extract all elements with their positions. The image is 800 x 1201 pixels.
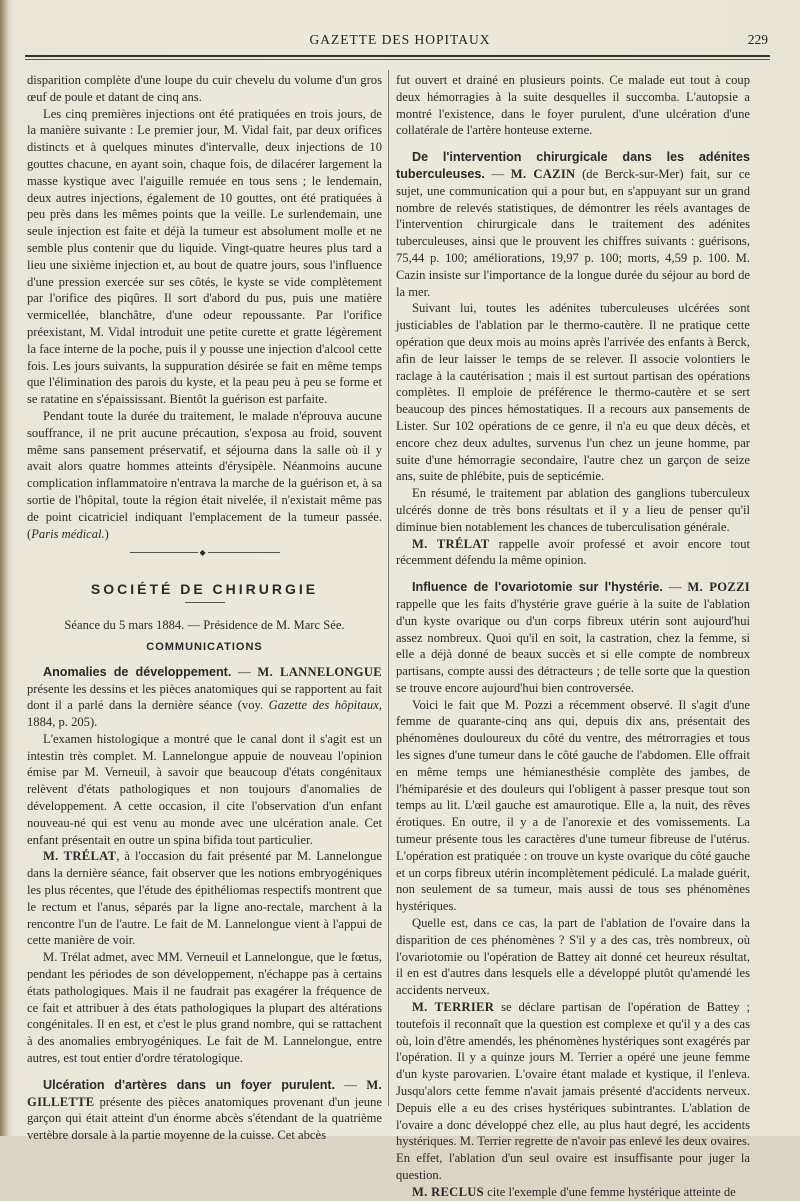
paragraph-text: présente des pièces anatomiques provenant d'un jeune garçon qui était atteint d'un énorme abcès s'étendant de la quatrième vertèbre dorsale à la partie moyenne de la cuisse. Cet abcès	[27, 1094, 382, 1143]
article-heading: Influence de l'ovariotomie sur l'hystérie.	[412, 580, 663, 595]
dash: —	[335, 1077, 367, 1092]
paragraph	[396, 149, 750, 300]
paragraph	[396, 1184, 750, 1201]
paragraph-text: , 1884, p. 205).	[27, 698, 382, 730]
paragraph-text: se déclare partisan de l'opération de Battey ; toutefois il reconnaît que la question est complexe et qu'il y a des cas où, loin d'être amendés, les phénomènes hystériques sont exagérés par l'opération. Il y a quinze jours M. Terrier a opéré une jeune femme d'un kyste parovarien. L'ovaire étant malade et kystique, il l'enleva. Jusqu'alors cette femme n'avait jamais présenté d'accidents nerveux. Depuis elle a eu des crises hystériques subintrantes. L'ablation de l'ovaire a donc développé chez elle, au plus haut degré, les accidents hystériques. M. Terrier regrette de n'avoir pas enlevé les deux ovaires. En effet, l'ablation d'un seul ovaire est insuffisante pour juger la question.	[396, 1000, 750, 1182]
running-head	[20, 32, 780, 54]
paragraph	[27, 1077, 382, 1144]
section-title: SOCIÉTÉ DE CHIRURGIE	[90, 581, 319, 598]
paragraph	[27, 848, 382, 949]
spacer	[396, 569, 750, 579]
dash: —	[662, 580, 688, 595]
ornament-divider	[130, 552, 280, 553]
article-heading: Anomalies de développement.	[43, 664, 232, 679]
speaker-name: M. RECLUS	[412, 1184, 484, 1199]
source-citation: Paris médical.	[31, 526, 105, 541]
paragraph: Voici le fait que M. Pozzi a récemment observé. Il s'agit d'une femme de quarante-cinq ans qui, depuis dix ans, présentait des phénomènes douloureux du côté du ventre, des métrorragies et tous les signes d'une tumeur dans le côté gauche de l'abdomen. Elle offrait en même temps une hémianesthésie complète des jambes, de l'hémiparésie et des douleurs qui l'obligent à passer presque tout son temps au lit. L'œil gauche est amaurotique. Elle a, la nuit, des rêves érotiques. En outre, il y a de l'anorexie et des vomissements. La tumeur présente tous les caractères d'une tumeur fibreuse de l'utérus. L'opération est pratiquée : on trouve un kyste ovarique du côté gauche et un corps fibreux utérin incomplètement pédiculé. La malade guérit, non seulement de sa tumeur, mais aussi de tous ses phénomènes hystériques.	[396, 697, 750, 914]
paragraph: L'examen histologique a montré que le canal dont il s'agit est un intestin très complet. M. Lannelongue appuie de nouveau l'opinion émise par M. Verneuil, à savoir que beaucoup d'états congénitaux relèvent d'états pathologiques et non toujours d'anomalies de développement. A cette occasion, il cite l'observation d'un enfant nouveau-né qui est venu au monde avec une ulcération anale. Cet enfant présentait en outre un spina bifida tout particulier.	[27, 731, 382, 847]
speaker-name: M. TRÉLAT	[412, 536, 490, 551]
paragraph: Suivant lui, toutes les adénites tuberculeuses ulcérées sont justiciables de l'ablation par le thermo-cautère. Il ne pratique cette opération que deux mois au moins après l'arrivée des enfants à Berck, afin de leur laisser le temps de se relever. Il associe volontiers le raclage à la cautérisation ; mais il est surtout partisan des opérations complètes. Il emploie de préférence le thermo-cautère et se sert beaucoup des pinces hémostatiques. Il a recours aux pansements de Lister. Sur 102 opérations de ce genre, il n'a eu que deux décès, et encore chez deux adultes, survenus l'un chez un jeune homme, par suite d'une hémorragie secondaire, l'autre chez un garçon de seize ans, suite de phlébite, puis de septicémie.	[396, 301, 750, 484]
paragraph-text: , à l'occasion du fait présenté par M. Lannelongue dans la dernière séance, fait observer que les notions embryogéniques les plus récentes, que l'étude des épithéliomas respectifs montrent que le rectum et l'anus, séparés par la ligne ano-rectale, marchent à la rencontre l'un de l'autre. Le fait de M. Lannelongue vient à l'appui de cette manière de voir.	[27, 849, 382, 948]
paragraph: Les cinq premières injections ont été pratiquées en trois jours, de la manière suivante : Le premier jour, M. Vidal fait, par deux orifices distincts et à quelques minutes d'intervalle, deux injections de 10 gouttes chacune, en ayant soin, chaque fois, de dilacérer largement la masse kystique avec l'aiguille remuée en tous sens ; le lendemain, deux autres injections, également de 10 gouttes, ont été pratiquées à peu près dans les mêmes points que la veille. Le surlendemain, une seule injection est faite et déjà la tumeur est absolument molle et ne semble plus contenir que du liquide. Vingt-quatre heures plus tard a lieu une sixième injection et, au bout de quatre jours, sous l'influence d'une pression exercée sur ses côtés, le kyste se vide complètement par l'orifice des piqûres. Il sort d'abord du pus, puis une matière vermicellée, blanchâtre, d'une odeur repoussante. Par l'orifice préexistant, M. Vidal introduit une petite curette et gratte légèrement la face interne de la poche, puis il y pousse une injection d'alcool cette fois. Les jours suivants, la suppuration désirée se fait en même temps que l'élimination des parois du kyste, et la peau peu à peu se forme et se ratatine en s'épaississant. Bientôt la guérison est parfaite.	[27, 106, 382, 407]
speaker-name: M. POZZI	[687, 580, 750, 595]
speaker-name: M. CAZIN	[510, 166, 576, 181]
paragraph	[396, 999, 750, 1184]
session-line: Séance du 5 mars 1884. — Présidence de M. Marc Sée.	[64, 618, 345, 633]
paragraph-text: (de Berck-sur-Mer) fait, sur ce sujet, une communication qui a pour but, en s'appuyant sur un grand nombre de relevés statistiques, de démontrer les réels avantages de l'intervention chirurgicale dans le traitement des adénites tuberculeuses, ainsi que le prouvent les chiffres suivants : guérisons, 75,44 p. 100; améliorations, 19,97 p. 100; morts, 4,59 p. 100. M. Cazin insiste sur l'importance de la longue durée du séjour au bord de la mer.	[396, 166, 750, 299]
paragraph	[27, 664, 382, 731]
header-rule-thin	[25, 59, 770, 60]
speaker-name: M. TERRIER	[412, 1000, 495, 1015]
paragraph	[27, 408, 382, 542]
paragraph-text: )	[104, 526, 109, 541]
paragraph-text: rappelle que les faits d'hystérie grave guérie à la suite de l'ablation d'un kyste ovarique ou d'un corps fibreux utérin sont aujourd'hui assez nombreux. Quoi qu'il en soit, la castration, chez la femme, si elle a déjà donné de beaux succès et si elle compte de nombreux partisans, compte aussi des détracteurs ; de telle sorte que la question se trouve encore aujourd'hui bien controversée.	[396, 596, 750, 695]
column-divider	[388, 70, 389, 1106]
spacer	[27, 1067, 382, 1077]
speaker-name: M. LANNELONGUE	[257, 664, 382, 679]
title-rule	[185, 602, 225, 603]
journal-title: GAZETTE DES HOPITAUX	[309, 32, 491, 47]
dash: —	[484, 166, 511, 181]
paragraph-text: cite l'exemple d'une femme hystérique atteinte de	[483, 1184, 736, 1199]
paragraph-text: rappelle avoir professé et avoir encore tout récemment défendu la même opinion.	[396, 536, 751, 568]
paragraph: Quelle est, dans ce cas, la part de l'ablation de l'ovaire dans la disparition de ces phénomènes ? S'il y a des cas, très nombreux, où l'ovariotomie ou l'opération de Battey ait donné cet heureux résultat, il en est d'autres dans lesquels elle a développé plutôt qu'amendé les accidents nerveux.	[396, 916, 750, 998]
paragraph: fut ouvert et drainé en plusieurs points. Ce malade eut tout à coup deux hémorragies à la suite desquelles il succomba. L'autopsie a montré l'existence, dans le foyer purulent, d'une ulcération d'une collatérale de l'artère honteuse externe.	[396, 73, 750, 138]
paragraph: M. Trélat admet, avec MM. Verneuil et Lannelongue, que le fœtus, pendant les périodes de son développement, n'échappe pas à certains états pathologiques. Mais il ne faudrait pas exagérer la fréquence de ce fait et attribuer à des états pathologiques la plupart des altérations congénitales. Il en est, et c'est le plus grand nombre, qui se rattachent à des anomalies embryogéniques. Le fait de M. Lannelongue, entre autres, est tout entier d'ordre tératologique.	[27, 950, 382, 1066]
paragraph	[396, 579, 750, 697]
page-edge	[0, 0, 9, 1136]
speaker-name: M. TRÉLAT	[43, 849, 117, 864]
paragraph: disparition complète d'une loupe du cuir chevelu du volume d'un gros œuf de poule et datant de cinq ans.	[27, 73, 382, 104]
article-heading: De l'intervention chirurgicale dans les adénites tuberculeuses.	[396, 150, 750, 181]
right-column	[396, 72, 750, 1201]
paragraph: En résumé, le traitement par ablation des ganglions tuberculeux ulcérés donne de très bons résultats et il y a lieu de penser qu'il diminue bien notablement les chances de tuberculisation générale.	[396, 486, 750, 534]
left-column	[27, 72, 382, 1144]
paragraph	[396, 536, 750, 570]
page-number: 229	[747, 32, 768, 47]
speaker-name: M. GILLETTE	[27, 1077, 382, 1109]
reference: Gazette des hôpitaux	[268, 698, 379, 713]
paragraph-text: présente les dessins et les pièces anatomiques qui se rapportent au fait dont il a parlé dans la dernière séance (voy.	[27, 681, 382, 713]
article-heading: Ulcération d'artères dans un foyer purulent.	[43, 1077, 336, 1092]
header-rule	[25, 55, 770, 57]
dash: —	[231, 664, 258, 679]
paragraph-text: Pendant toute la durée du traitement, le malade n'éprouva aucune souffrance, il ne prit aucune précaution, s'exposa au froid, souvent même sans pansement préservatif, et séjourna dans la salle où il y avait alors quatre hommes atteints d'érysipèle. Néanmoins aucune complication inflammatoire n'entrava la marche de la guérison et, à sa sortie de l'hôpital, toute la région était nivelée, il n'existait même pas de point cicatriciel indiquant l'emplacement de la tumeur passée. (	[27, 408, 382, 541]
spacer	[396, 139, 750, 149]
communications-heading: COMMUNICATIONS	[146, 640, 263, 653]
